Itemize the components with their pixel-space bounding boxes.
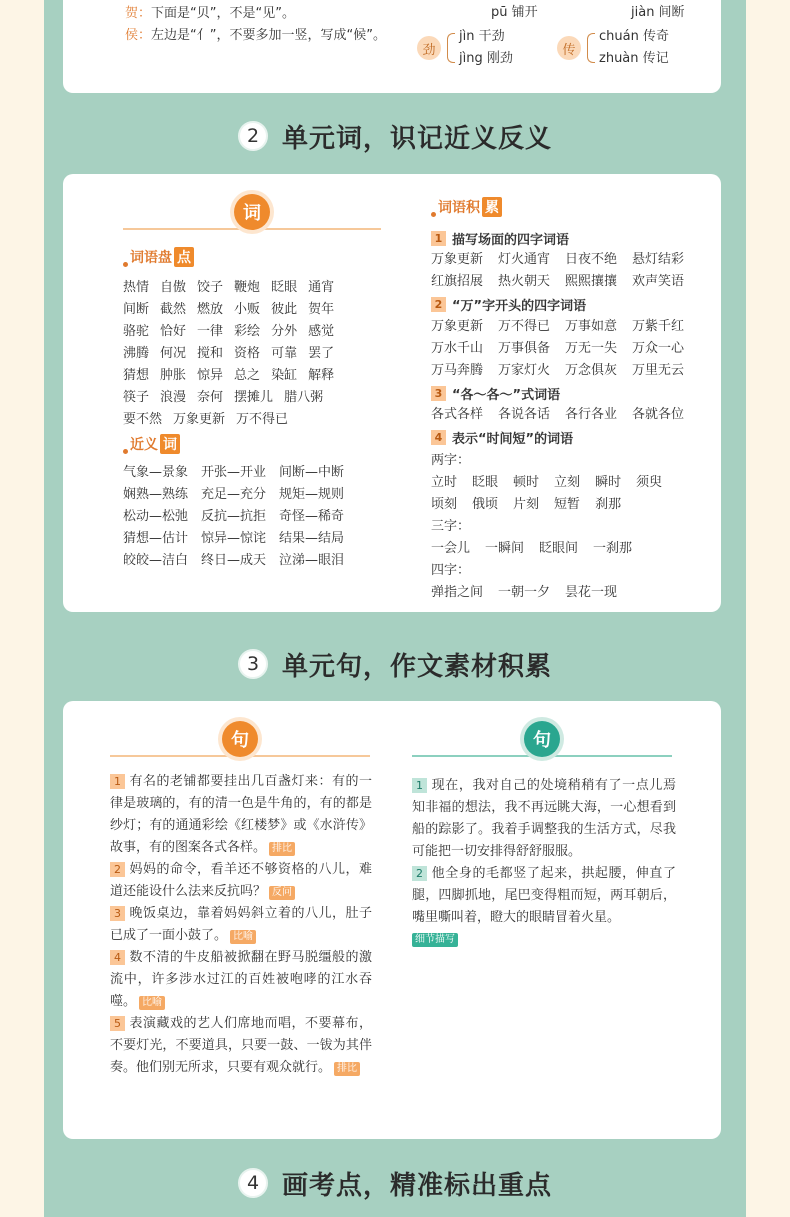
word-item: 饺子 xyxy=(197,279,224,295)
word-item: 万无一失 xyxy=(565,340,618,356)
sentence-number: 3 xyxy=(110,906,125,921)
word-item: 筷子 xyxy=(123,389,150,405)
word-row xyxy=(431,335,699,357)
word-item: 猜想 xyxy=(123,367,150,383)
sentence-number: 1 xyxy=(110,774,125,789)
words-card xyxy=(63,174,721,612)
sentence-number: 2 xyxy=(412,866,427,881)
word-item: 染缸 xyxy=(271,367,298,383)
word-row xyxy=(123,274,345,296)
word-row xyxy=(431,357,699,379)
synonym-pair: 松动—松弛 xyxy=(123,508,189,524)
word-row xyxy=(431,491,677,513)
section-title-2: 2 单元词，识记近义反义 xyxy=(44,116,746,156)
category-1: 1 描写场面的四字词语 xyxy=(431,229,569,248)
word-item: 燃放 xyxy=(197,301,224,317)
brace-icon xyxy=(587,33,595,63)
word-item: 眨眼间 xyxy=(539,540,579,556)
sentence-text: 现在，我对自己的处境稍稍有了一点儿焉知非福的想法，我不再远眺大海，一心想看到船的踪影了。我着手调整我的生活方式，尽我可能把一切安排得舒舒服服。 xyxy=(412,778,676,859)
synonym-pair: 开张—开业 xyxy=(201,464,267,480)
word-item: 灯火通宵 xyxy=(498,251,551,267)
sentence-number: 1 xyxy=(412,778,427,793)
word-item: 顿时 xyxy=(513,474,540,490)
section-number-circle: 4 xyxy=(238,1168,268,1198)
word-item: 要不然 xyxy=(123,411,163,427)
sentence-item xyxy=(110,947,372,1013)
word-item: 各式各样 xyxy=(431,406,484,422)
word-badge: 词 xyxy=(234,194,270,230)
character-notes-card xyxy=(63,0,721,93)
synonym-pair: 惊异—惊诧 xyxy=(201,530,267,546)
sentence-text: 表演藏戏的艺人们席地而唱，不要幕布，不要灯光，不要道具，只要一鼓、一钹为其伴奏。他们别无所求，只要有观众就行。 xyxy=(110,1016,372,1075)
word-item: 间断 xyxy=(123,301,150,317)
word-item: 万念俱灰 xyxy=(565,362,618,378)
rhetoric-label: 细节描写 xyxy=(412,933,458,947)
word-item: 一瞬间 xyxy=(485,540,525,556)
sentence-item xyxy=(110,1013,372,1079)
synonym-pair: 泣涕—眼泪 xyxy=(279,552,345,568)
word-item: 罢了 xyxy=(308,345,335,361)
word-row xyxy=(123,362,345,384)
word-item: 小贩 xyxy=(234,301,261,317)
sentence-text: 晚饭桌边，靠着妈妈斜立着的八儿，肚子已成了一面小鼓了。 xyxy=(110,906,372,943)
word-item: 彼此 xyxy=(271,301,298,317)
word-item: 昙花一现 xyxy=(565,584,618,600)
word-item: 万水千山 xyxy=(431,340,484,356)
brace-icon xyxy=(447,33,455,63)
word-row xyxy=(123,318,345,340)
category-1-words xyxy=(431,246,699,290)
word-item: 立刻 xyxy=(554,474,581,490)
word-item: 沸腾 xyxy=(123,345,150,361)
word-row xyxy=(123,384,345,406)
word-item: 红旗招展 xyxy=(431,273,484,289)
word-item: 片刻 xyxy=(513,496,540,512)
synonym-pair: 皎皎—洁白 xyxy=(123,552,189,568)
word-item: 弹指之间 xyxy=(431,584,484,600)
rhetoric-label: 排比 xyxy=(269,842,295,856)
word-row xyxy=(431,268,699,290)
rhetoric-label: 比喻 xyxy=(139,996,165,1010)
word-item: 立时 xyxy=(431,474,458,490)
category-2: 2 “万”字开头的四字词语 xyxy=(431,295,586,314)
page-background xyxy=(44,0,746,1217)
word-item: 恰好 xyxy=(160,323,187,339)
sentence-text: 有名的老铺都要挂出几百盏灯来：有的一律是玻璃的，有的清一色是牛角的，有的都是纱灯；有的通通彩绘《红楼梦》或《水浒传》故事，有的图案各式各样。 xyxy=(110,774,372,855)
sentence-badge-right: 句 xyxy=(524,721,560,757)
synonym-pair: 结果—结局 xyxy=(279,530,345,546)
word-item: 浪漫 xyxy=(160,389,187,405)
rhetoric-label: 比喻 xyxy=(230,930,256,944)
sentence-item xyxy=(412,775,676,863)
word-item: 万象更新 xyxy=(431,251,484,267)
sentence-number: 4 xyxy=(110,950,125,965)
category-2-words xyxy=(431,313,699,379)
time-words: 两字： 立时 眨眼 顿时 立刻 瞬时 须臾 顷刻 俄顷 片刻 短暂 刹那 三字： 一会儿 一瞬间 眨眼间 一刹那 四字： 弹指之间 一朝一夕 昙花一现 xyxy=(431,447,677,601)
section-number-circle: 2 xyxy=(238,121,268,151)
sentence-item xyxy=(110,859,372,903)
synonym-list xyxy=(123,459,357,569)
word-row xyxy=(431,469,677,491)
word-row xyxy=(123,503,357,525)
note-he: 贺：下面是“贝”，不是“见”。 xyxy=(125,6,295,21)
word-item: 总之 xyxy=(234,367,261,383)
word-item: 刹那 xyxy=(595,496,622,512)
word-row xyxy=(123,406,345,428)
word-item: 各就各位 xyxy=(632,406,685,422)
word-item: 悬灯结彩 xyxy=(632,251,685,267)
synonym-pair: 反抗—抗拒 xyxy=(201,508,267,524)
word-item: 须臾 xyxy=(636,474,663,490)
section-number-circle: 3 xyxy=(238,649,268,679)
word-item: 眨眼 xyxy=(271,279,298,295)
sentence-text: 他全身的毛都竖了起来，拱起腰，伸直了腿，四脚抓地，尾巴变得粗而短，两耳朝后，嘴里嘶叫着，瞪大的眼睛冒着火星。 xyxy=(412,866,676,925)
polyphone-jin: 劲 jìn 干劲 jìng 刚劲 xyxy=(417,26,513,70)
word-item: 感觉 xyxy=(308,323,335,339)
sentence-item xyxy=(110,903,372,947)
word-row xyxy=(431,313,699,335)
word-item: 欢声笑语 xyxy=(632,273,685,289)
word-item: 熙熙攘攘 xyxy=(565,273,618,289)
polyphone-chuan: 传 chuán 传奇 zhuàn 传记 xyxy=(557,26,669,70)
word-item: 万紫千红 xyxy=(632,318,685,334)
sentences-card xyxy=(63,701,721,1139)
word-item: 何况 xyxy=(160,345,187,361)
word-item: 顷刻 xyxy=(431,496,458,512)
word-item: 万象更新 xyxy=(173,411,226,427)
sentence-number: 5 xyxy=(110,1016,125,1031)
word-item: 腊八粥 xyxy=(284,389,324,405)
word-item: 鞭炮 xyxy=(234,279,261,295)
section-title-4: 4 画考点，精准标出重点 xyxy=(44,1163,746,1203)
word-item: 奈何 xyxy=(197,389,224,405)
word-item: 万里无云 xyxy=(632,362,685,378)
word-item: 一会儿 xyxy=(431,540,471,556)
word-item: 可靠 xyxy=(271,345,298,361)
word-item: 肿胀 xyxy=(160,367,187,383)
word-item: 彩绘 xyxy=(234,323,261,339)
word-item: 贺年 xyxy=(308,301,335,317)
word-row xyxy=(123,340,345,362)
word-item: 热火朝天 xyxy=(498,273,551,289)
polyphone-pu: pū 铺开 xyxy=(491,5,538,20)
sentence-text: 数不清的牛皮船被掀翻在野马脱缰般的激流中，许多涉水过江的百姓被咆哮的江水吞噬。 xyxy=(110,950,372,1009)
polyphone-jian: jiàn 间断 xyxy=(631,5,685,20)
word-item: 万象更新 xyxy=(431,318,484,334)
category-4: 4 表示“时间短”的词语 xyxy=(431,428,573,447)
word-item: 骆驼 xyxy=(123,323,150,339)
word-item: 资格 xyxy=(234,345,261,361)
synonym-pair: 奇怪—稀奇 xyxy=(279,508,345,524)
tag-jilei: 词语积 累 xyxy=(431,197,502,217)
word-row xyxy=(123,481,357,503)
tag-jinyi: 近义 词 xyxy=(123,434,180,454)
word-item: 万事俱备 xyxy=(498,340,551,356)
word-row xyxy=(431,535,677,557)
word-item: 各行各业 xyxy=(565,406,618,422)
synonym-pair: 猜想—估计 xyxy=(123,530,189,546)
word-item: 解释 xyxy=(308,367,335,383)
synonym-pair: 间断—中断 xyxy=(279,464,345,480)
category-3-words xyxy=(431,401,699,423)
word-row xyxy=(123,296,345,318)
word-item: 自傲 xyxy=(160,279,187,295)
word-row xyxy=(123,459,357,481)
word-item: 短暂 xyxy=(554,496,581,512)
word-row xyxy=(431,579,677,601)
rhetoric-label: 排比 xyxy=(334,1062,360,1076)
word-item: 万家灯火 xyxy=(498,362,551,378)
note-hou: 侯：左边是“亻”，不要多加一竖，写成“候”。 xyxy=(125,28,386,43)
sentence-badge-left: 句 xyxy=(222,721,258,757)
pandian-word-list xyxy=(123,274,345,428)
synonym-pair: 终日—成天 xyxy=(201,552,267,568)
sentence-item xyxy=(110,771,372,859)
word-item: 俄顷 xyxy=(472,496,499,512)
synonym-pair: 气象—景象 xyxy=(123,464,189,480)
tag-pandian: 词语盘 点 xyxy=(123,247,194,267)
word-item: 万事如意 xyxy=(565,318,618,334)
word-item: 瞬时 xyxy=(595,474,622,490)
word-item: 眨眼 xyxy=(472,474,499,490)
word-item: 日夜不绝 xyxy=(565,251,618,267)
word-item: 各说各话 xyxy=(498,406,551,422)
word-row xyxy=(123,547,357,569)
word-item: 热情 xyxy=(123,279,150,295)
rhetoric-label: 反问 xyxy=(269,886,295,900)
sentence-number: 2 xyxy=(110,862,125,877)
word-item: 通宵 xyxy=(308,279,335,295)
word-item: 搅和 xyxy=(197,345,224,361)
section-title-3: 3 单元句，作文素材积累 xyxy=(44,644,746,684)
synonym-pair: 娴熟—熟练 xyxy=(123,486,189,502)
word-row xyxy=(431,246,699,268)
word-item: 惊异 xyxy=(197,367,224,383)
word-item: 一朝一夕 xyxy=(498,584,551,600)
word-item: 分外 xyxy=(271,323,298,339)
synonym-pair: 规矩—规则 xyxy=(279,486,345,502)
word-item: 万马奔腾 xyxy=(431,362,484,378)
word-item: 万不得已 xyxy=(236,411,289,427)
word-item: 万众一心 xyxy=(632,340,685,356)
word-item: 万不得已 xyxy=(498,318,551,334)
category-3: 3 “各～各～”式词语 xyxy=(431,384,560,403)
word-item: 一刹那 xyxy=(593,540,633,556)
synonym-pair: 充足—充分 xyxy=(201,486,267,502)
word-item: 截然 xyxy=(160,301,187,317)
sentence-text: 妈妈的命令，看羊还不够资格的八儿，难道还能设什么法来反抗吗？ xyxy=(110,862,372,899)
word-item: 摆摊儿 xyxy=(234,389,274,405)
word-row xyxy=(431,401,699,423)
sentence-item xyxy=(412,863,676,929)
word-row xyxy=(123,525,357,547)
word-item: 一律 xyxy=(197,323,224,339)
